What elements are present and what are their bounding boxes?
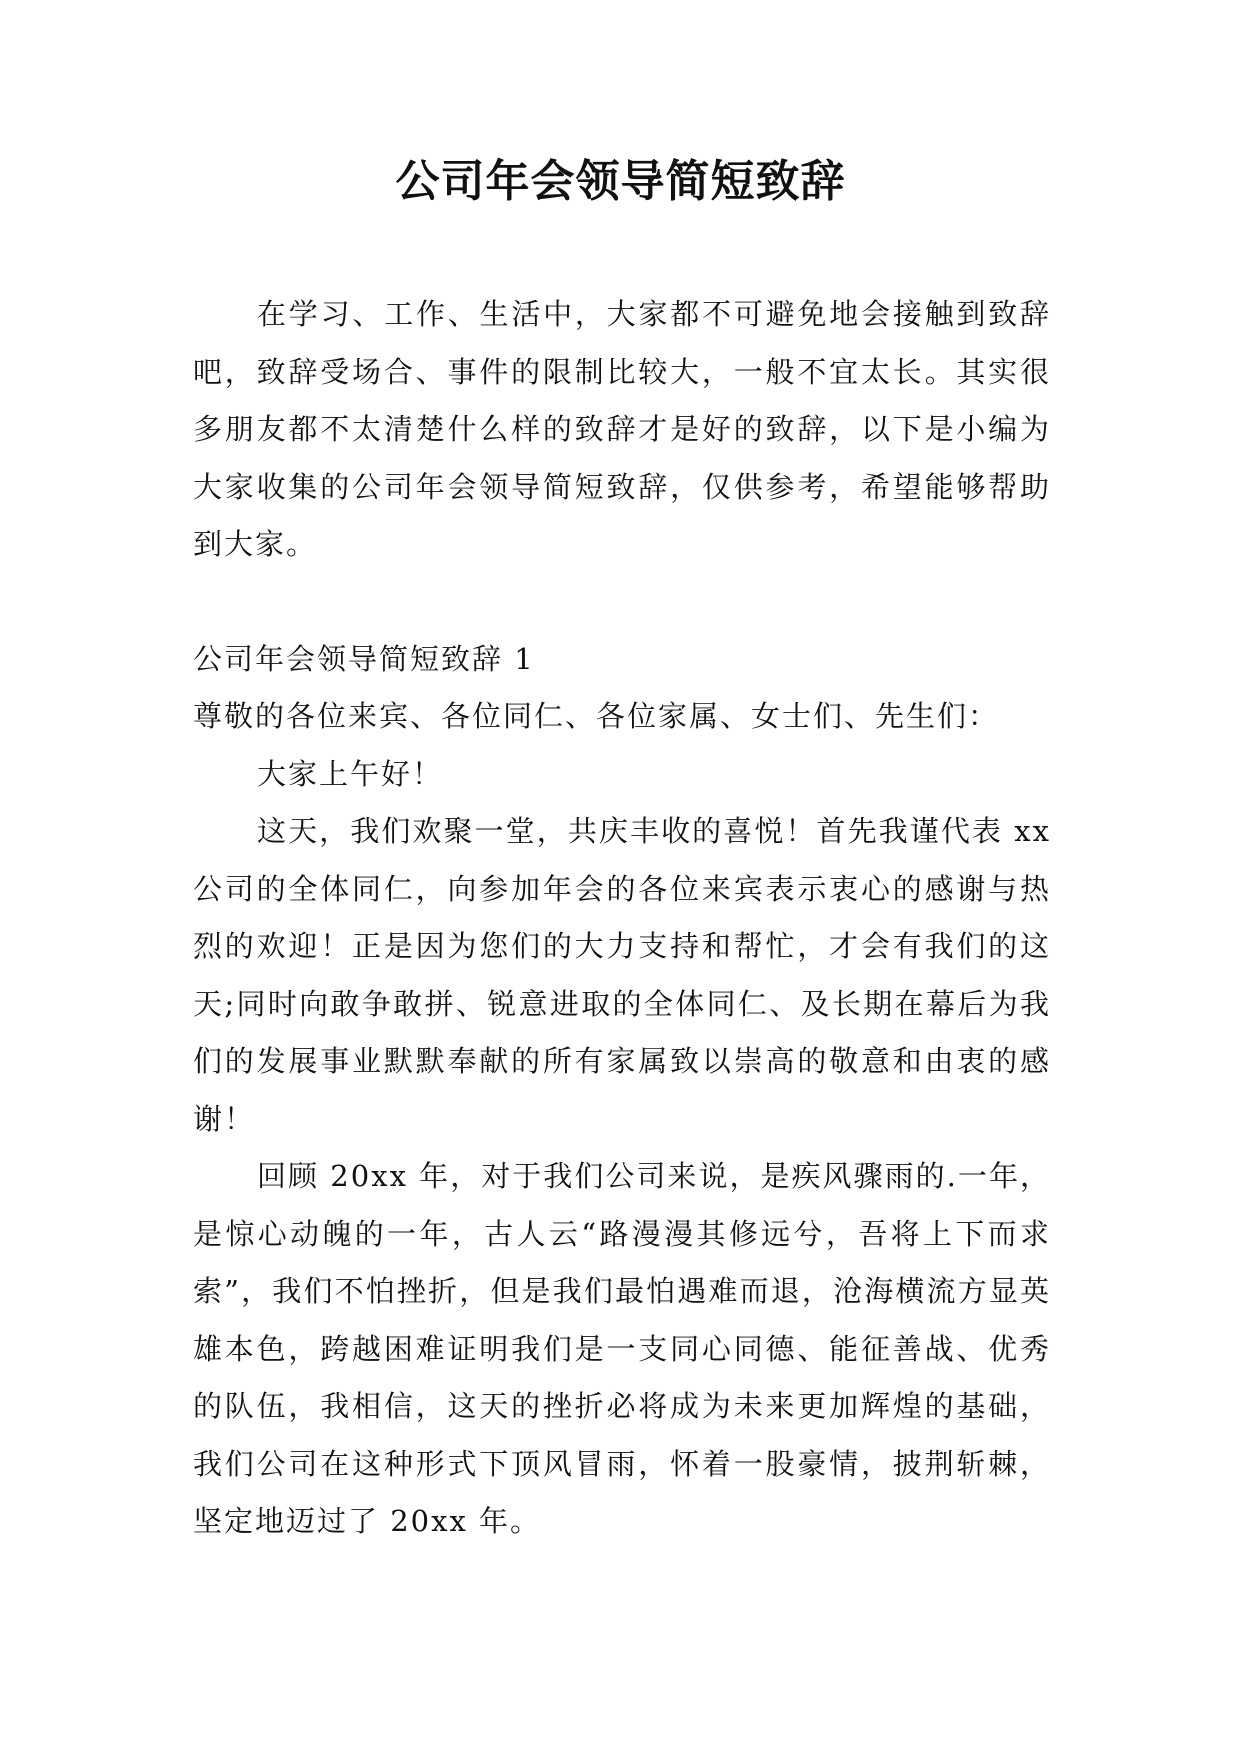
intro-paragraph: 在学习、工作、生活中，大家都不可避免地会接触到致辞吧，致辞受场合、事件的限制比较大，一般不宜太长。其实很多朋友都不太清楚什么样的致辞才是好的致辞，以下是小编为大家收集的公司年会领导简短致辞，仅供参考，希望能够帮助到大家。 xyxy=(193,297,1051,561)
body-paragraph-1: 这天，我们欢聚一堂，共庆丰收的喜悦！首先我谨代表 xx 公司的全体同仁，向参加年会的各位来宾表示衷心的感谢与热烈的欢迎！正是因为您们的大力支持和帮忙，才会有我们的这天;同时向敢争敢拼、锐意进取的全体同仁、及长期在幕后为我们的发展事业默默奉献的所有家属致以崇高的敬意和由衷的感谢！ xyxy=(193,814,1051,1136)
greeting-line: 大家上午好！ xyxy=(257,756,444,791)
document-body xyxy=(193,286,1051,1551)
section-heading: 公司年会领导简短致辞 1 xyxy=(193,641,535,676)
salutation-line: 尊敬的各位来宾、各位同仁、各位家属、女士们、先生们： xyxy=(193,699,1000,733)
document-title: 公司年会领导简短致辞 xyxy=(395,156,846,207)
body-paragraph-2: 回顾 20xx 年，对于我们公司来说，是疾风骤雨的.一年，是惊心动魄的一年，古人云“路漫漫其修远兮，吾将上下而求索”，我们不怕挫折，但是我们最怕遇难而退，沧海横流方显英雄本色，跨越困难证明我们是一支同心同德、能征善战、优秀的队伍，我相信，这天的挫折必将成为未来更加辉煌的基础，我们公司在这种形式下顶风冒雨，怀着一股豪情，披荆斩棘，坚定地迈过了 20xx 年。 xyxy=(193,1159,1051,1538)
